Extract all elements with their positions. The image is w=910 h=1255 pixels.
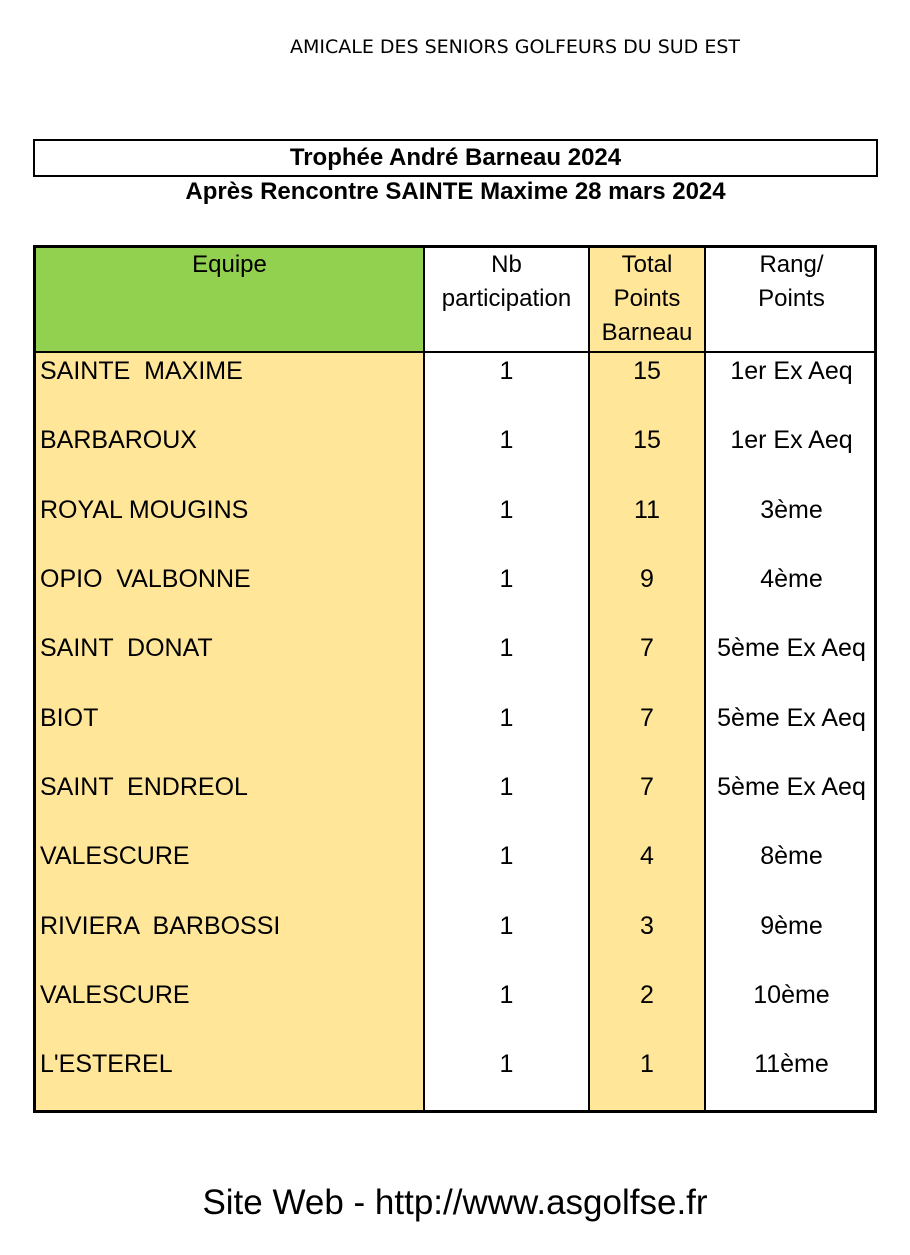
total-points: 7 <box>640 773 654 801</box>
participation-count: 1 <box>499 842 514 870</box>
table-row <box>36 838 874 907</box>
rank: 3ème <box>760 496 823 524</box>
column-header-rank-line: Rang/ <box>759 251 824 278</box>
team-name: L'ESTEREL <box>40 1050 173 1078</box>
participation-count: 1 <box>499 496 514 524</box>
table-row <box>36 561 874 630</box>
total-points: 2 <box>640 981 654 1009</box>
rank: 5ème Ex Aeq <box>717 704 866 732</box>
column-header-team <box>36 248 423 351</box>
standings-subtitle: Après Rencontre SAINTE Maxime 28 mars 2024 <box>185 178 726 205</box>
column-header-team-line: Equipe <box>192 251 267 278</box>
column-header-participation-line: Nb <box>491 251 522 278</box>
participation-count: 1 <box>499 1050 514 1078</box>
trophy-title <box>33 139 878 177</box>
team-name: VALESCURE <box>40 981 190 1009</box>
total-points: 1 <box>640 1050 654 1078</box>
rank: 11ème <box>754 1050 829 1078</box>
total-points: 11 <box>634 496 660 524</box>
participation-count: 1 <box>499 773 514 801</box>
total-points: 9 <box>640 565 654 593</box>
table-row <box>36 630 874 699</box>
table-row <box>36 769 874 838</box>
table-row <box>36 492 874 561</box>
table-row <box>36 353 874 422</box>
participation-count: 1 <box>499 704 514 732</box>
table-row <box>36 977 874 1046</box>
column-header-rank-line: Points <box>758 285 825 312</box>
column-header-points-line: Points <box>613 285 681 312</box>
rank: 1er Ex Aeq <box>730 357 853 385</box>
team-name: ROYAL MOUGINS <box>40 496 249 524</box>
organization-name: AMICALE DES SENIORS GOLFEURS DU SUD EST <box>289 36 741 58</box>
column-header-participation <box>425 248 588 351</box>
rank: 5ème Ex Aeq <box>717 634 866 662</box>
rank: 4ème <box>760 565 823 593</box>
team-name: SAINT DONAT <box>40 634 213 662</box>
total-points: 7 <box>640 704 654 732</box>
team-name: OPIO VALBONNE <box>40 565 251 593</box>
table-row <box>36 700 874 769</box>
total-points: 4 <box>640 842 654 870</box>
team-name: BARBAROUX <box>40 426 197 454</box>
rank: 1er Ex Aeq <box>730 426 853 454</box>
total-points: 3 <box>640 912 654 940</box>
table-row <box>36 1046 874 1115</box>
participation-count: 1 <box>499 981 514 1009</box>
table-row <box>36 422 874 491</box>
column-header-points-line: Total <box>621 251 673 278</box>
team-name: VALESCURE <box>40 842 190 870</box>
team-name: SAINT ENDREOL <box>40 773 248 801</box>
column-header-points-line: Barneau <box>601 319 693 346</box>
participation-count: 1 <box>499 912 514 940</box>
standings-table <box>33 245 877 1113</box>
team-name: BIOT <box>40 704 99 732</box>
rank: 10ème <box>753 981 830 1009</box>
participation-count: 1 <box>499 357 514 385</box>
column-header-points <box>590 248 704 351</box>
trophy-title-text: Trophée André Barneau 2024 <box>289 144 622 171</box>
participation-count: 1 <box>499 426 514 454</box>
team-name: SAINTE MAXIME <box>40 357 243 385</box>
rank: 8ème <box>760 842 823 870</box>
column-header-participation-line: participation <box>441 285 572 312</box>
participation-count: 1 <box>499 634 514 662</box>
rank: 5ème Ex Aeq <box>717 773 866 801</box>
team-name: RIVIERA BARBOSSI <box>40 912 281 940</box>
column-header-rank <box>706 248 877 351</box>
total-points: 15 <box>633 426 661 454</box>
table-row <box>36 908 874 977</box>
website-footer: Site Web - http://www.asgolfse.fr <box>202 1183 708 1222</box>
rank: 9ème <box>760 912 823 940</box>
participation-count: 1 <box>499 565 514 593</box>
total-points: 15 <box>633 357 661 385</box>
total-points: 7 <box>640 634 654 662</box>
